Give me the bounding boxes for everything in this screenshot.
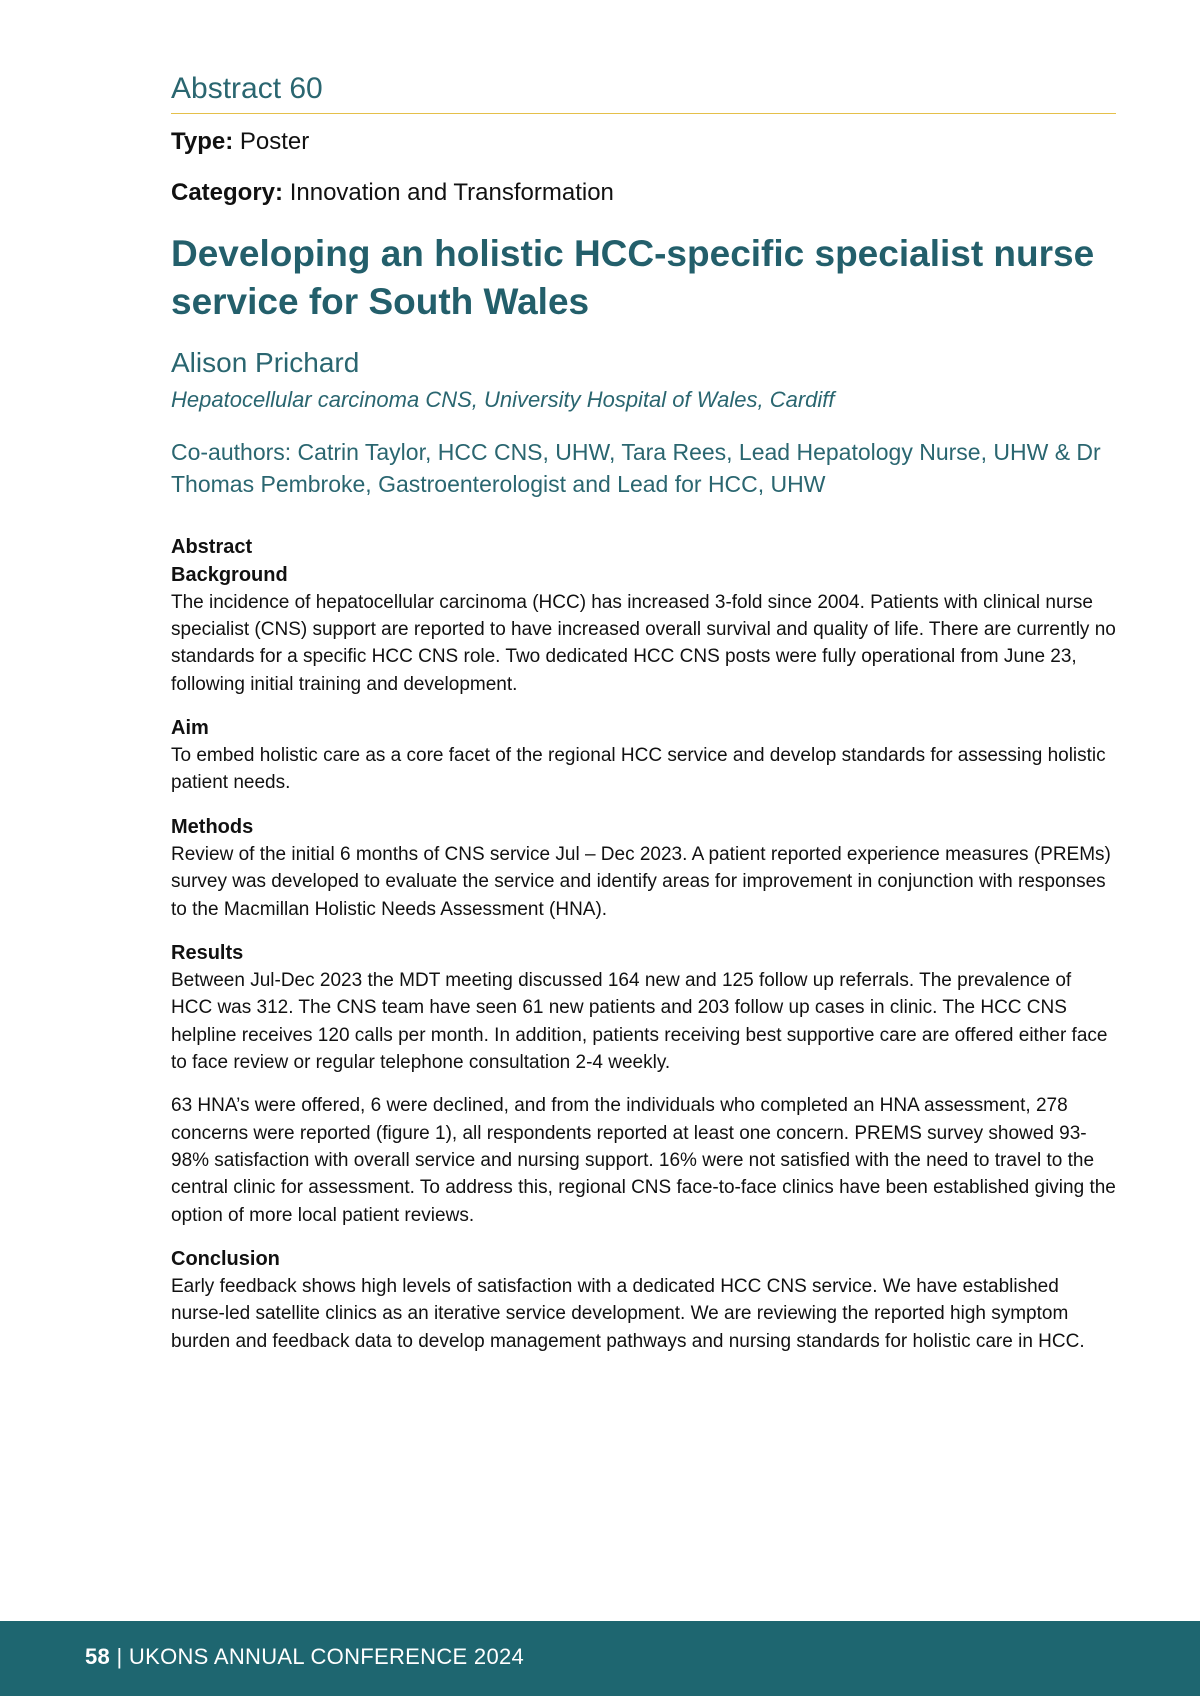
abstract-title: Developing an holistic HCC-specific specialist nurse service for South Wales: [171, 232, 1095, 322]
category-label: Category:: [171, 178, 284, 206]
results-section: [171, 939, 1116, 1229]
results-text-2: 63 HNA’s were offered, 6 were declined, and from the individuals who completed an HNA assessment, 278 concerns were reported (figure 1), all respondents reported at least one concern. PREMS survey showed 93-98% satisfaction with overall service and nursing support. 16% were not satisfied with the need to travel to the central clinic for assessment. To address this, regional CNS face-to-face clinics have been established giving the option of more local patient reviews.: [171, 1095, 1116, 1226]
type-line: [171, 126, 1116, 157]
type-value: Poster: [239, 127, 310, 155]
conclusion-text: Early feedback shows high levels of satisfaction with a dedicated HCC CNS service. We have established nurse-led satellite clinics as an iterative service development. We are reviewing the reported high symptom burden and feedback data to develop management pathways and nursing standards for holistic care in HCC.: [171, 1276, 1085, 1352]
background-section: [171, 561, 1116, 698]
methods-text: Review of the initial 6 months of CNS service Jul – Dec 2023. A patient reported experience measures (PREMs) survey was developed to evaluate the service and identify areas for improvement in conjunction with responses to the Macmillan Holistic Needs Assessment (HNA).: [171, 843, 1111, 920]
methods-heading: Methods: [171, 815, 254, 838]
footer-separator: |: [110, 1644, 129, 1669]
background-heading: Background: [171, 563, 288, 586]
conference-name: UKONS ANNUAL CONFERENCE 2024: [128, 1644, 525, 1669]
coauthors: Co-authors: Catrin Taylor, HCC CNS, UHW, Tara Rees, Lead Hepatology Nurse, UHW & Dr Thomas Pembroke, Gastroenterologist and Lead for HCC, UHW: [171, 439, 1101, 498]
methods-section: [171, 813, 1116, 923]
aim-section: [171, 714, 1116, 797]
results-text-1: Between Jul-Dec 2023 the MDT meeting discussed 164 new and 125 follow up referrals. The prevalence of HCC was 312. The CNS team have seen 61 new patients and 203 follow up cases in clinic. The HCC CNS helpline receives 120 calls per month. In addition, patients receiving best supportive care are offered either face to face review or regular telephone consultation 2-4 weekly.: [171, 969, 1108, 1073]
page-number: 58: [85, 1644, 111, 1669]
background-text: The incidence of hepatocellular carcinoma (HCC) has increased 3-fold since 2004. Patients with clinical nurse specialist (CNS) support are reported to have increased overall survival and quality of life. There are currently no standards for a specific HCC CNS role. Two dedicated HCC CNS posts were fully operational from June 23, following initial training and development.: [171, 591, 1116, 695]
author-name: Alison Prichard: [171, 347, 360, 379]
author-affiliation: Hepatocellular carcinoma CNS, University Hospital of Wales, Cardiff: [171, 386, 835, 412]
abstract-body: [171, 533, 1116, 1356]
conclusion-section: [171, 1245, 1116, 1355]
abstract-number: Abstract 60: [171, 72, 1116, 114]
abstract-heading: Abstract: [171, 535, 253, 558]
abstract-page: [171, 72, 1116, 1355]
type-label: Type:: [171, 127, 234, 155]
footer-text: [85, 1643, 524, 1672]
page-footer: [0, 1621, 1200, 1696]
aim-heading: Aim: [171, 717, 209, 740]
category-line: [171, 177, 1116, 208]
conclusion-heading: Conclusion: [171, 1248, 280, 1271]
results-heading: Results: [171, 941, 244, 964]
aim-text: To embed holistic care as a core facet of the regional HCC service and develop standards for assessing holistic patient needs.: [171, 745, 1106, 794]
category-value: Innovation and Transformation: [289, 178, 614, 206]
